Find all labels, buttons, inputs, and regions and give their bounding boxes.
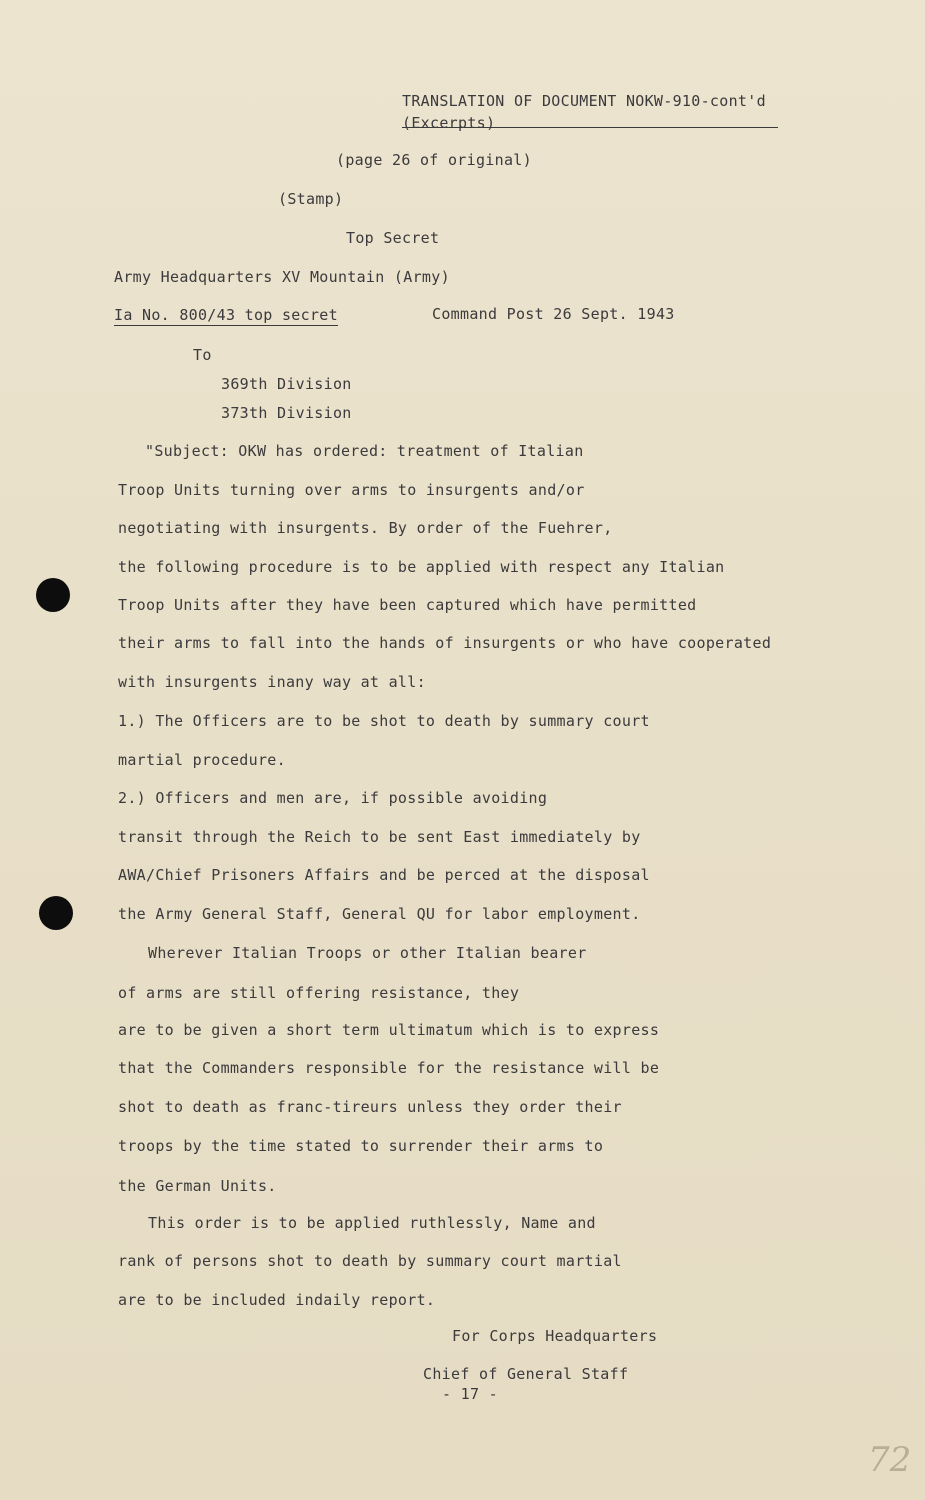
body-line: are to be included indaily report. (118, 1291, 436, 1309)
body-line: are to be given a short term ultimatum which is to express (118, 1021, 660, 1039)
body-line: transit through the Reich to be sent East immediately by (118, 828, 641, 846)
body-line: Troop Units after they have been captured which have permitted (118, 596, 697, 614)
page-number: - 17 - (442, 1385, 498, 1403)
body-line: martial procedure. (118, 751, 286, 769)
header-rule (402, 127, 778, 128)
classification: Top Secret (346, 229, 440, 247)
punch-hole (36, 578, 70, 612)
reference-number: Ia No. 800/43 top secret (114, 306, 338, 324)
body-line: the following procedure is to be applied with respect any Italian (118, 558, 725, 576)
body-line: that the Commanders responsible for the resistance will be (118, 1059, 660, 1077)
signature-title: Chief of General Staff (423, 1365, 629, 1383)
body-line: negotiating with insurgents. By order of the Fuehrer, (118, 519, 613, 537)
body-line: the Army General Staff, General QU for labor employment. (118, 905, 641, 923)
document-subtitle: (Excerpts) (402, 114, 496, 132)
body-line: shot to death as franc-tireurs unless they order their (118, 1098, 622, 1116)
recipient: 369th Division (221, 375, 352, 393)
stamp-note: (Stamp) (278, 190, 344, 208)
command-post-date: Command Post 26 Sept. 1943 (432, 305, 675, 323)
body-line: 2.) Officers and men are, if possible avoiding (118, 789, 548, 807)
body-line: rank of persons shot to death by summary court martial (118, 1252, 622, 1270)
body-line: Wherever Italian Troops or other Italian bearer (148, 944, 587, 962)
body-line: This order is to be applied ruthlessly, Name and (148, 1214, 596, 1232)
issuer: Army Headquarters XV Mountain (Army) (114, 268, 450, 286)
body-line: with insurgents inany way at all: (118, 673, 426, 691)
handwritten-folio-number: 72 (868, 1440, 912, 1480)
document-title: TRANSLATION OF DOCUMENT NOKW-910-cont'd (402, 92, 766, 110)
to-label: To (193, 346, 212, 364)
body-line: of arms are still offering resistance, they (118, 984, 520, 1002)
body-line: the German Units. (118, 1177, 277, 1195)
body-line: 1.) The Officers are to be shot to death by summary court (118, 712, 650, 730)
recipient: 373th Division (221, 404, 352, 422)
body-line: their arms to fall into the hands of insurgents or who have cooperated (118, 634, 772, 652)
punch-hole (39, 896, 73, 930)
body-line: troops by the time stated to surrender their arms to (118, 1137, 604, 1155)
page-note: (page 26 of original) (336, 151, 532, 169)
body-line: "Subject: OKW has ordered: treatment of Italian (145, 442, 584, 460)
signature-for: For Corps Headquarters (452, 1327, 658, 1345)
body-line: AWA/Chief Prisoners Affairs and be perced at the disposal (118, 866, 650, 884)
body-line: Troop Units turning over arms to insurgents and/or (118, 481, 585, 499)
